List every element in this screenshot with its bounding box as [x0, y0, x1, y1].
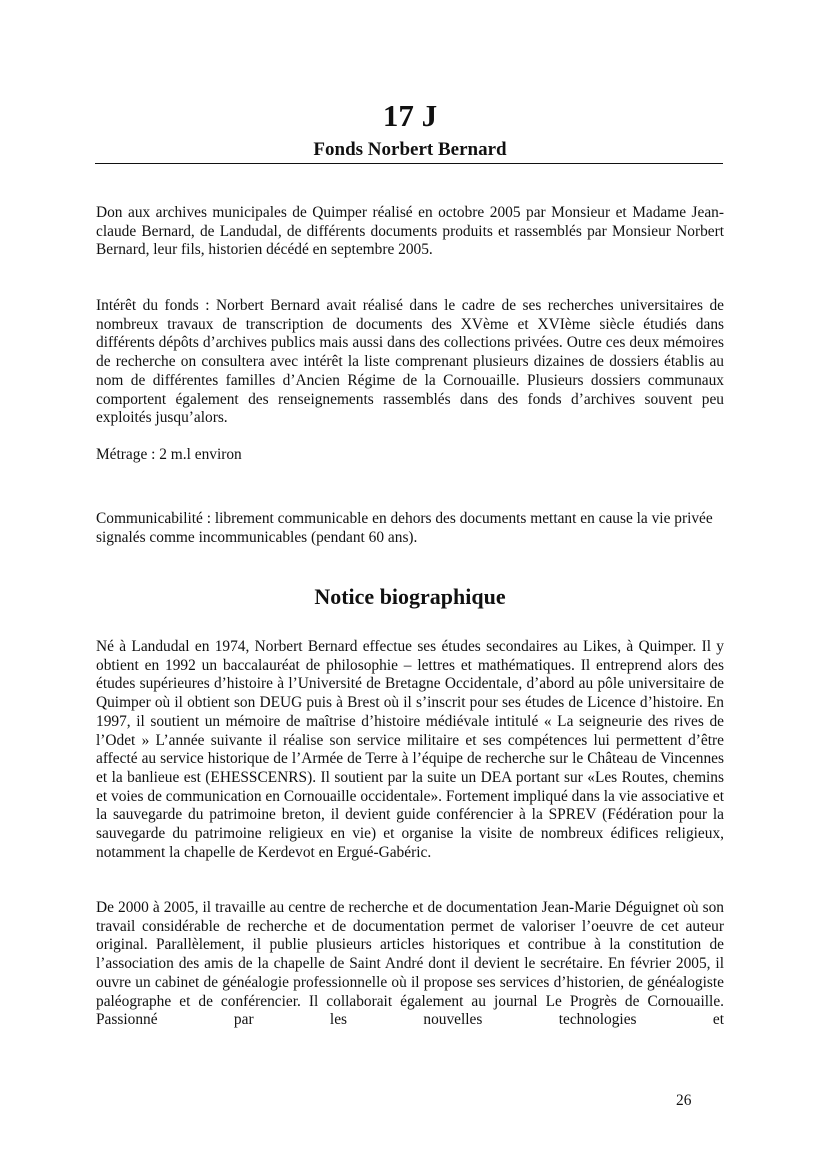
page-number: 26: [676, 1092, 692, 1109]
title-divider: [95, 163, 723, 164]
biography-paragraph-2: De 2000 à 2005, il travaille au centre de recherche et de documentation Jean-Marie Déguignet où son travail considérable de recherche et de documentation permet de valoriser l’oeuvre de cet auteur original. Parallèlement, il publie plusieurs articles historiques et contribue à la constitution de l’association des amis de la chapelle de Saint André dont il devient le secrétaire. En février 2005, il ouvre un cabinet de généalogie professionnelle où il propose ses services d’historien, de généalogiste paléographe et de conférencier. Il collaborait également au journal Le Progrès de Cornouaille. Passionné par les nouvelles technologies et: [96, 899, 724, 1029]
biography-paragraph-1: Né à Landudal en 1974, Norbert Bernard effectue ses études secondaires au Likes, à Quimper. Il y obtient en 1992 un baccalauréat de philosophie – lettres et mathématiques. Il entreprend alors des études supérieures d’histoire à l’Université de Bretagne Occidentale, d’abord au pôle universitaire de Quimper où il obtient son DEUG puis à Brest où il s’inscrit pour ses études de Licence d’histoire. En 1997, il soutient un mémoire de maîtrise d’histoire médiévale intitulé « La seigneurie des rives de l’Odet » L’année suivante il réalise son service militaire et ses compétences lui permettent d’être affecté au service historique de l’Armée de Terre à l’équipe de recherche sur le Château de Vincennes et la banlieue est (EHESSCENRS). Il soutient par la suite un DEA portant sur «Les Routes, chemins et voies de communication en Cornouaille occidentale». Fortement impliqué dans la vie associative et la sauvegarde du patrimoine breton, il devient guide conférencier à la SPREV (Fédération pour la sauvegarde du patrimoine religieux en vie) et organise la visite de nombreux édifices religieux, notamment la chapelle de Kerdevot en Ergué-Gabéric.: [96, 638, 724, 861]
biography-heading: Notice biographique: [314, 584, 506, 609]
donation-paragraph: Don aux archives municipales de Quimper réalisé en octobre 2005 par Monsieur et Madame Jean-claude Bernard, de Landudal, de différents documents produits et rassemblés par Monsieur Norbert Bernard, leur fils, historien décédé en septembre 2005.: [96, 204, 724, 259]
fonds-code-heading: 17 J: [382, 98, 438, 133]
fonds-interest-paragraph: Intérêt du fonds : Norbert Bernard avait réalisé dans le cadre de ses recherches universitaires de nombreux travaux de transcription de documents des XVème et XVIème siècle étudiés dans différents dépôts d’archives publics mais aussi dans des collections privées. Outre ces deux mémoires de recherche on consultera avec intérêt la liste comprenant plusieurs dizaines de dossiers établis au nom de différentes familles d’Ancien Régime de la Cornouaille. Plusieurs dossiers communaux comportent également des renseignements rassemblés dans des fonds d’archives souvent peu exploités jusqu’alors.: [96, 297, 724, 427]
metrage-paragraph: Métrage : 2 m.l environ: [96, 446, 242, 463]
fonds-title-heading: Fonds Norbert Bernard: [313, 139, 507, 160]
communicability-paragraph: Communicabilité : librement communicable en dehors des documents mettant en cause la vie privée signalés comme incommunicables (pendant 60 ans).: [96, 510, 713, 546]
